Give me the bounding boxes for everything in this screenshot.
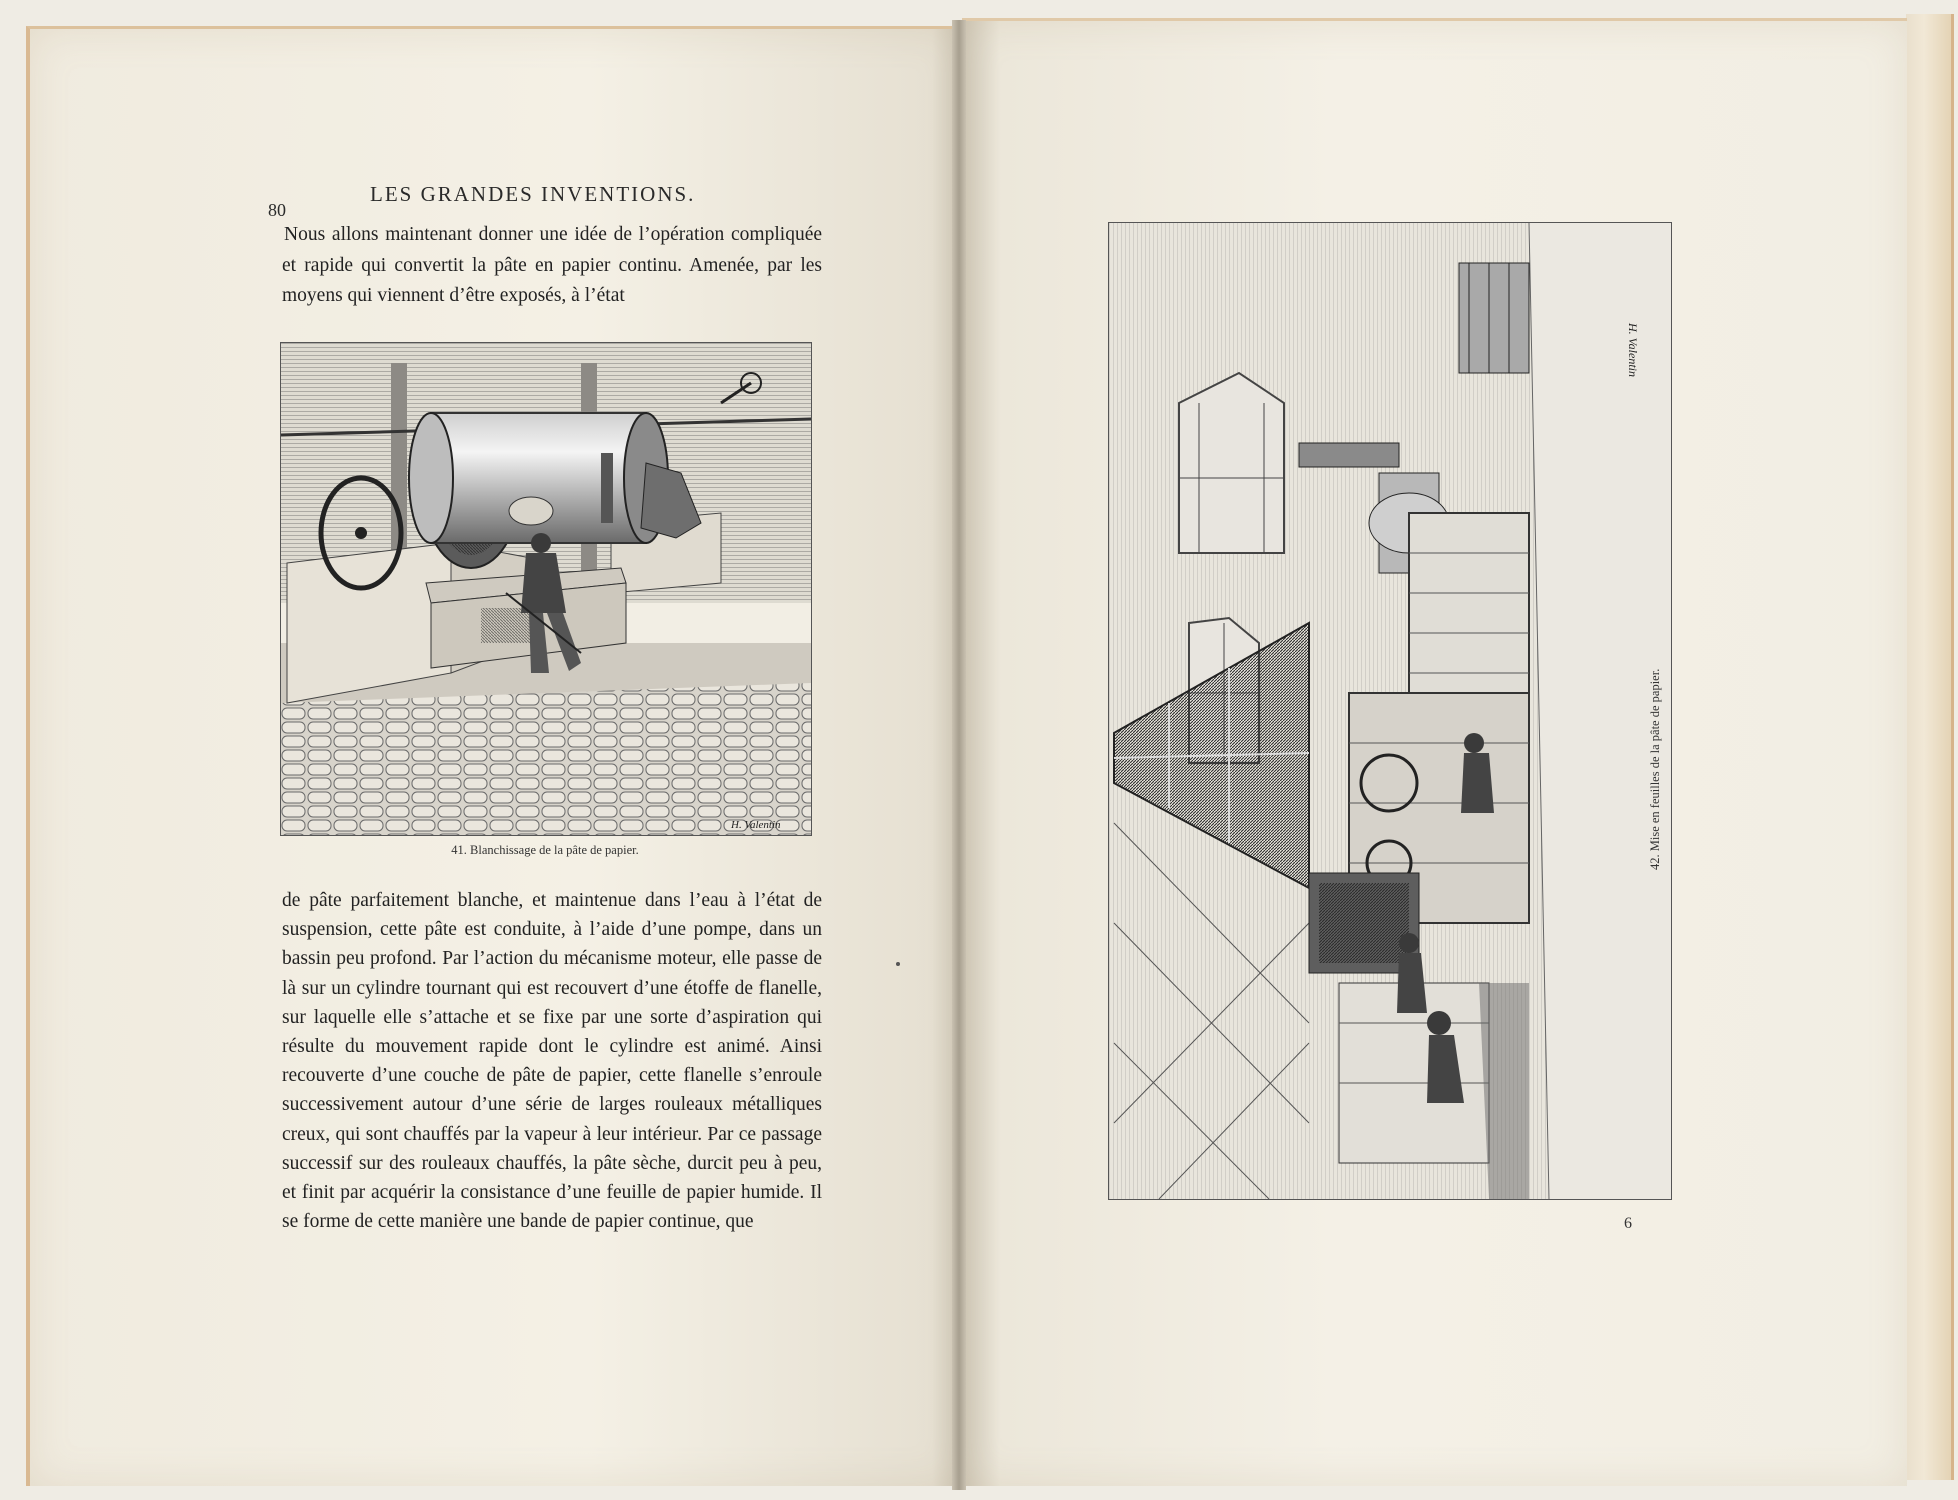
page-number-left: 80: [268, 200, 286, 220]
page-number-right: 6: [1624, 1215, 1632, 1232]
paragraph-top: Nous allons maintenant donner une idée de l’opération compliquée et rapide qui convertit la pâte en papier continu. Amenée, par les moyens qui viennent d’être exposés, à l’état: [282, 224, 822, 306]
engraving-bleaching-machine: [280, 342, 812, 836]
paragraph-bottom: de pâte parfaitement blanche, et maintenue dans l’eau à l’état de suspension, cette pâte est conduite, à l’aide d’une pompe, dans un bassin peu profond. Par l’action du mécanisme moteur, elle passe de là sur un cylindre tournant qui est recouvert d’une étoffe de flanelle, sur laquelle elle s’attache et se fixe par une sorte d’aspiration qui résulte du mouvement rapide dont le cylindre est animé. Ainsi recouverte d’une couche de pâte de papier, cette flanelle s’enroule successivement autour d’une série de larges rouleaux métalliques creux, qui sont chauffés par la vapeur à leur intérieur. Par ce passage successif sur des rouleaux chauffés, la pâte sèche, durcit peu à peu, et finit par acquérir la consistance d’une feuille de papier humide. Il se forme de cette manière une bande de papier continue, que: [282, 890, 822, 1233]
engraving-paper-machine-hall: [1108, 222, 1672, 1200]
ink-speck: [896, 962, 900, 966]
figure-41-caption: 41. Blanchissage de la pâte de papier.: [451, 843, 639, 857]
figure-42-caption: 42. Mise en feuilles de la pâte de papier.: [1648, 668, 1662, 870]
running-head: [262, 182, 802, 220]
engraving-illustration: [281, 343, 811, 835]
figure-42-caption-wrap: [1648, 668, 1724, 870]
running-title: LES GRANDES INVENTIONS.: [370, 182, 696, 206]
svg-text:H. Valentin: H. Valentin: [1626, 323, 1640, 377]
book-gutter: [952, 20, 966, 1490]
page-edges: [1906, 14, 1954, 1480]
engraver-signature: H. Valentin: [731, 819, 781, 831]
engraving-illustration-rotated: [1109, 223, 1671, 1199]
